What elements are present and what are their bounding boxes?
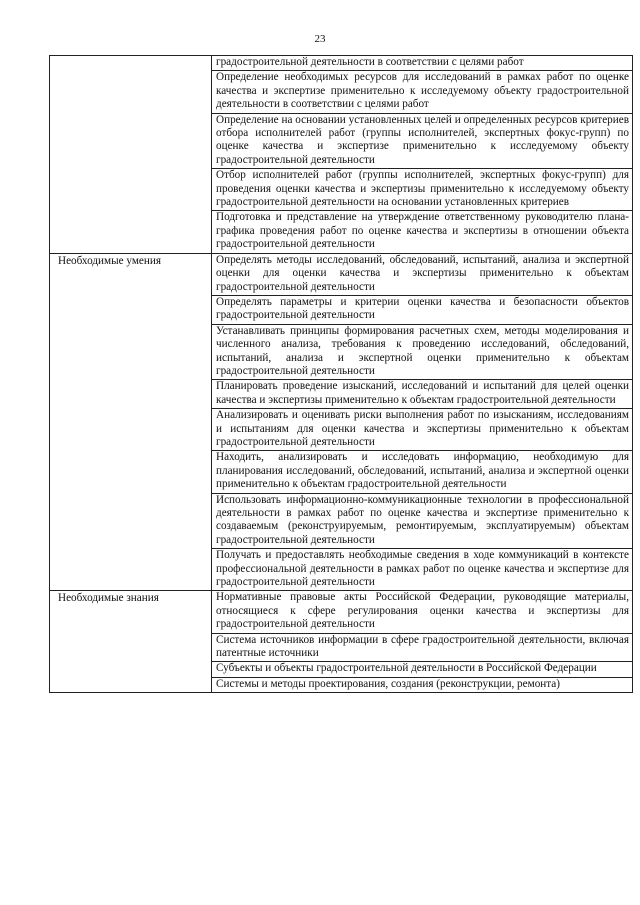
table-cell: Анализировать и оценивать риски выполнения работ по изысканиям, исследованиям и испытаниям для оценки качества и экспертизы применительно к объектам градостроительной деятельности (212, 409, 633, 451)
label-cell-empty (50, 56, 212, 254)
knowledge-label: Необходимые знания (50, 591, 212, 693)
table-cell: Планировать проведение изысканий, исследований и испытаний для целей оценки качества и экспертизы применительно к объектам градостроительной деятельности (212, 380, 633, 409)
table-cell: Определять параметры и критерии оценки качества и безопасности объектов градостроительной деятельности (212, 295, 633, 324)
skills-label: Необходимые умения (50, 253, 212, 591)
table-cell: Получать и предоставлять необходимые сведения в ходе коммуникаций в контексте профессиональной деятельности в рамках работ по оценке качества и экспертизе для градостроительной деятельности (212, 549, 633, 591)
page-number: 23 (314, 33, 326, 45)
table-row (50, 253, 633, 295)
table-cell: Определение на основании установленных целей и определенных ресурсов критериев отбора исполнителей работ (группы исполнителей, экспертных фокус-групп) по оценке качества и экспертизе применительно к исследуемому объекту градостроительной деятельности (212, 113, 633, 169)
table-cell: Субъекты и объекты градостроительной деятельности в Российской Федерации (212, 662, 633, 677)
table-cell: Системы и методы проектирования, создания (реконструкции, ремонта) (212, 677, 633, 692)
qualification-table (49, 55, 633, 693)
table-row (50, 591, 633, 633)
table-cell: Подготовка и представление на утверждение ответственному руководителю плана-графика проведения работ по оценке качества и экспертизы в отношении объекта градостроительной деятельности (212, 211, 633, 253)
table-cell: Находить, анализировать и исследовать информацию, необходимую для планирования исследований, обследований, испытаний, анализа и экспертной оценки применительно к объектам градостроительной деятельности (212, 451, 633, 493)
table-cell: Использовать информационно-коммуникационные технологии в профессиональной деятельности в рамках работ по оценке качества и экспертизе применительно к создаваемым (реконструируемым, ремонтируемым, эксплуатируемым) объектам градостроительной деятельности (212, 493, 633, 549)
table-row (50, 56, 633, 71)
table-cell: Отбор исполнителей работ (группы исполнителей, экспертных фокус-групп) для проведения оценки качества и экспертизы применительно к исследуемому объекту градостроительной деятельности на основании установленных критериев (212, 169, 633, 211)
table-cell: Нормативные правовые акты Российской Федерации, руководящие материалы, относящиеся к сфере регулирования оценки качества и экспертизы для градостроительной деятельности (212, 591, 633, 633)
table-cell: Определение необходимых ресурсов для исследований в рамках работ по оценке качества и экспертизе применительно к исследуемому объекту градостроительной деятельности в соответствии с целями работ (212, 71, 633, 113)
table-cell: Система источников информации в сфере градостроительной деятельности, включая патентные источники (212, 633, 633, 662)
table-cell: Устанавливать принципы формирования расчетных схем, методы моделирования и численного анализа, требования к проведению исследований, обследований, испытаний, анализа и экспертной оценки применительно к объектам градостроительной деятельности (212, 324, 633, 380)
table-cell: градостроительной деятельности в соответствии с целями работ (212, 56, 633, 71)
table-cell: Определять методы исследований, обследований, испытаний, анализа и экспертной оценки для оценки качества и экспертизы применительно к объектам градостроительной деятельности (212, 253, 633, 295)
